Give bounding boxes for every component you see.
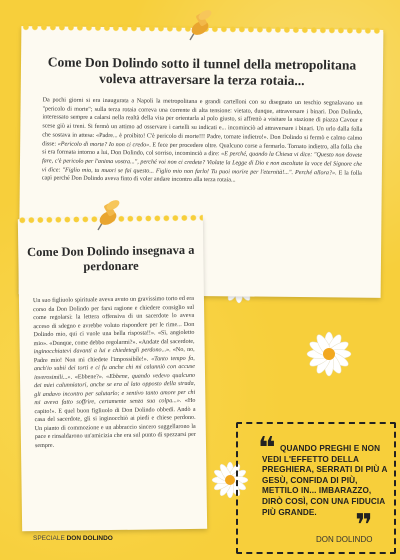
- quote-text: QUANDO PREGHI E NON VEDI L'EFFETTO DELLA PREGHIERA, SERRATI DI PIÙ A GESÙ, CONFIDA DI PIÙ, METTILO IN... IMBARAZZO, DIRÒ COSÌ, CON UNA FIDUCIA PIÙ GRANDE.: [262, 444, 388, 517]
- note-title: Come Don Dolindo insegnava a perdonare: [26, 242, 195, 274]
- note-card-perdono: [18, 217, 207, 532]
- italic-run: inginocchiatevi davanti a lui e chiedetegli perdono: [33, 347, 162, 356]
- text-run: ...». «No, no, Padre mio! Non mi chiedete l'impossibile!».: [33, 346, 195, 364]
- footer-name: DON DOLINDO: [66, 535, 113, 542]
- italic-run: «E perché, quando la Chiesa vi dice: "Questo non dovete fare, c'è pericolo per l'anima vostra...", perché voi non ci credete? Violate la Legge di Dio e non ascoltate la voce del Signore che vi dice: "Figlio mio, tu muori se fai questo... Figlio mio non farlo! Tu puoi morire per l'eternità!...". Perché allora?»: [41, 151, 363, 177]
- italic-run: «Pericolo di morte? Io non ci credo»: [57, 141, 150, 148]
- text-run: Un suo figliuolo spirituale aveva avuto un gravissimo torto ed era corso da Don Dolindo per farsi ragione e chiedere consiglio sul come regolarsi: la lettera offensiva di un sacerdote lo aveva acceso di sdegno e avrebbe voluto rispondere per le rime... Don Dolindo mio, qui ci vuole una bella risposta!!». «Sì, angioletto mio». «Dunque, come debbo regolarmi?». «Andate dal sacerdote,: [32, 295, 195, 347]
- daisy-icon: [305, 330, 353, 378]
- quote-author: DON DOLINDO: [316, 535, 373, 544]
- pushpin-icon: [88, 198, 126, 236]
- footer-prefix: SPECIALE: [33, 535, 65, 542]
- text-run: . «Ho capito!». E quel buon figliuolo di Don Dolindo obbedì. Andò a casa del sacerdote, gli si inginocchiò ai piedi e chiese perdono. Un pianto di commozione e un abbraccio sincero suggellarono la pace e rinsaldarono un'amicizia che era sul punto di spezzarsi per sempre.: [34, 397, 196, 449]
- text-run: . E fece per procedere oltre. Qualcuno corse a fermarlo. Tornato indietro, alla folla che si era formata intorno a lui, Don Dolindo, col sorriso, incominciò a dire:: [42, 141, 363, 158]
- text-run: . E la folla capì perché Don Dolindo aveva finto di voler andare incontro alla terza rotaia...: [41, 170, 362, 184]
- italic-run: «Ebbene, quando vedevo qualcuno dei miei calunniatori, anche se era al lato opposto della strada, gli andavo incontro per salutarlo; e sentivo tanto amore per chi mi aveva fatto soffrire, certamente senza sua colpa...»: [34, 372, 196, 407]
- pushpin-icon: [180, 8, 218, 46]
- note-body: [42, 96, 363, 186]
- quote-close-icon: ❞: [355, 508, 373, 543]
- note-title: Come Don Dolindo sotto il tunnel della metropolitana voleva attraversare la terza rotaia...: [47, 54, 357, 89]
- text-run: . «Ebbene?».: [70, 373, 107, 381]
- italic-run: «Tanto tempo fa, anch'io subii dei torti e ci fu anche chi mi calunniò con accuse inverosimili...»: [33, 355, 195, 381]
- page-footer: [33, 535, 113, 542]
- text-run: Da pochi giorni si era inaugurata a Napoli la metropolitana e grandi cartelloni con su disegnato un teschio segnalavano un "pericolo di morte"; sulla terza rotaia correva una corrente di alta tensione: vietato, dunque, attraversare i binari. Don Dolindo, interessato sempre a calarsi nella realtà della vita per orientarla al polo giusto, si affrettò a visitare la stazione di piazza Cavour e scese giù ai treni. Si fermò un attimo ad osservare i cartelli su indicati e... incominciò ad attraversare i binari. Un urlo dalla folla che sostava in attesa: «Padre... è proibito! C'è pericolo di morte!!! Padre, tornate indietro!». Don Dolindo si fermò e calmo calmo disse:: [42, 97, 363, 148]
- quote-open-icon: ❝: [258, 431, 276, 466]
- note-body: [33, 295, 196, 450]
